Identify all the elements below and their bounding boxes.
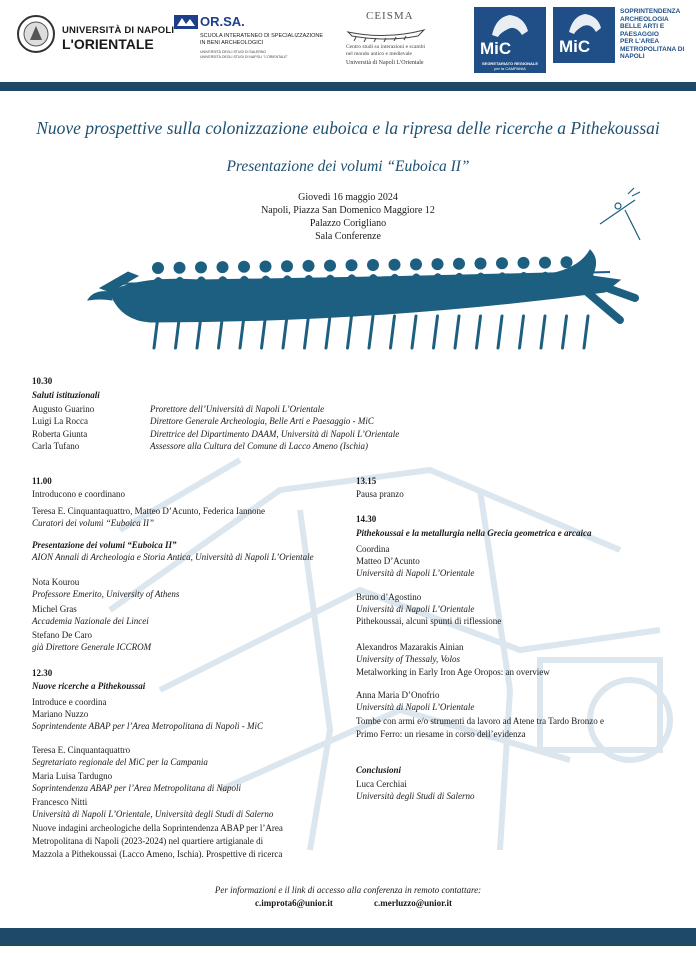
s4-time: 13.15 — [356, 476, 377, 486]
mic1-caption2: per la CAMPANIA — [494, 66, 526, 71]
greek-warship-illustration — [80, 180, 660, 360]
rower-head — [432, 258, 444, 270]
s1-name-2: Roberta Giunta — [32, 429, 88, 439]
s2-speaker-1: Michel Gras — [32, 604, 77, 614]
oar — [520, 316, 524, 348]
sopr-line: SOPRINTENDENZA — [620, 8, 681, 15]
ceisma-name: CEISMA — [366, 10, 414, 22]
oar — [369, 316, 373, 348]
s3-coord-role: Soprintendente ABAP per l’Area Metropolitana di Napoli - MiC — [32, 721, 263, 731]
rower-head — [539, 257, 551, 269]
s3-talk-line: Nuove indagini archeologiche della Soprintendenza ABAP per l’Area — [32, 823, 283, 833]
orientale-line1: UNIVERSITÀ DI NAPOLI — [62, 25, 175, 36]
s5-coord-role: Università di Napoli L’Orientale — [356, 568, 475, 578]
s5-coord: Matteo D’Acunto — [356, 556, 420, 566]
sopr-line: PER L'AREA — [620, 38, 660, 45]
s5-talk1-name: Alexandros Mazarakis Ainian — [356, 642, 464, 652]
s5-talk2-title-line: Primo Ferro: un riesame in corso dell’evidenza — [356, 729, 526, 739]
s3-speaker-1: Maria Luisa Tardugno — [32, 771, 113, 781]
event-address: Napoli, Piazza San Domenico Maggiore 12 — [261, 205, 435, 216]
s5-talk0-name: Bruno d’Agostino — [356, 592, 422, 602]
sopr-line: ARCHEOLOGIA — [620, 15, 669, 23]
rower-head — [389, 259, 401, 271]
oar — [498, 316, 502, 348]
subtitle: Presentazione dei volumi “Euboica II” — [226, 158, 470, 175]
oar — [541, 316, 545, 348]
s2-intro: Introducono e coordinano — [32, 489, 125, 499]
s3-coord: Mariano Nuzzo — [32, 709, 89, 719]
ceisma-line1: Centro studi su interazioni e scambi — [346, 44, 425, 50]
s6-name: Luca Cerchiai — [356, 779, 407, 789]
s5-talk1-title: Metalworking in Early Iron Age Oropos: an overview — [356, 667, 550, 677]
rower-head — [260, 261, 272, 273]
mic2-mark: MiC — [559, 37, 591, 56]
oar — [283, 316, 287, 348]
s5-title: Pithekoussai e la metallurgia nella Grecia geometrica e arcaica — [356, 528, 592, 538]
s1-role-3: Assessore alla Cultura del Comune di Lacco Ameno (Ischia) — [150, 441, 368, 451]
s1-name-0: Augusto Guarino — [32, 404, 95, 414]
oar — [262, 316, 266, 348]
rower-head — [561, 256, 573, 268]
footer-info: Per informazioni e il link di accesso alla conferenza in remoto contattare: — [214, 885, 482, 895]
s3-title: Nuove ricerche a Pithekoussai — [32, 681, 146, 691]
orsa-line4: UNIVERSITÀ DEGLI STUDI DI NAPOLI "L'ORIENTALE" — [200, 55, 288, 59]
rower-head — [217, 261, 229, 273]
s2-speaker-role-0: Professore Emerito, University of Athens — [32, 589, 180, 599]
s5-talk1-role: University of Thessaly, Volos — [356, 654, 460, 664]
s1-role-2: Direttrice del Dipartimento DAAM, Università di Napoli L’Orientale — [150, 429, 400, 439]
event-date: Giovedì 16 maggio 2024 — [298, 192, 398, 203]
s2-coord: Teresa E. Cinquantaquattro, Matteo D’Acunto, Federica Iannone — [32, 506, 266, 516]
orientale-line2: L'ORIENTALE — [62, 36, 154, 52]
s1-time: 10.30 — [32, 376, 53, 386]
s2-speaker-role-1: Accademia Nazionale dei Lincei — [32, 616, 149, 626]
s1-role-0: Prorettore dell’Università di Napoli L’Orientale — [150, 404, 325, 414]
s2-pres-title: Presentazione dei volumi “Euboica II” — [32, 540, 177, 550]
oar — [391, 316, 395, 348]
s5-talk2-name: Anna Maria D’Onofrio — [356, 690, 440, 700]
rower-head — [453, 258, 465, 270]
mic-horse-icon — [488, 11, 532, 39]
orsa-line3: UNIVERSITÀ DEGLI STUDI DI SALERNO — [200, 50, 267, 54]
rower-head — [195, 261, 207, 273]
email-link-merluzzo[interactable]: c.merluzzo@unior.it — [374, 898, 453, 908]
rower-head — [367, 259, 379, 271]
rower-head — [518, 257, 530, 269]
s2-coord-role: Curatori dei volumi “Euboica II” — [32, 518, 154, 528]
oar — [348, 316, 352, 348]
s6-title: Conclusioni — [356, 765, 402, 775]
rower-head — [410, 258, 422, 270]
orsa-line1: SCUOLA INTERATENEO DI SPECIALIZZAZIONE — [200, 33, 324, 39]
s4-title: Pausa pranzo — [356, 489, 404, 499]
mic-soprintendenza-logo — [553, 7, 615, 63]
mic1-caption1: SEGRETARIATO REGIONALE — [481, 61, 538, 66]
rower-head — [475, 258, 487, 270]
s6-role: Università degli Studi di Salerno — [356, 791, 475, 801]
s3-speaker-2: Francesco Nitti — [32, 797, 88, 807]
sopr-line: NAPOLI — [620, 53, 645, 60]
s2-speaker-role-2: già Direttore Generale ICCROM — [32, 642, 152, 652]
orientale-logo — [16, 12, 176, 62]
oar — [305, 316, 309, 348]
sopr-line: METROPOLITANA DI — [620, 45, 685, 53]
soprintendenza-text — [620, 8, 684, 61]
ceisma-line3: Università di Napoli L'Orientale — [346, 60, 424, 66]
rower-head — [303, 260, 315, 272]
s2-speaker-2: Stefano De Caro — [32, 630, 92, 640]
s5-time: 14.30 — [356, 514, 377, 524]
logo-bar — [0, 0, 696, 78]
sopr-line: BELLE ARTI E — [620, 23, 665, 30]
s5-talk0-title: Pithekoussai, alcuni spunti di riflessione — [356, 616, 502, 626]
s5-coord-label: Coordina — [356, 544, 390, 554]
s3-speaker-role-2: Università di Napoli L’Orientale, Università degli Studi di Salerno — [32, 809, 274, 819]
ceisma-ship-icon — [346, 24, 426, 42]
oar — [563, 316, 567, 348]
ceisma-logo — [340, 8, 460, 70]
s2-pres-sub: AION Annali di Archeologia e Storia Antica, Università di Napoli L’Orientale — [32, 552, 314, 562]
sopr-line: PAESAGGIO — [620, 30, 659, 38]
s1-name-3: Carla Tufano — [32, 441, 80, 451]
s2-time: 11.00 — [32, 476, 52, 486]
s3-speaker-role-1: Soprintendenza ABAP per l’Area Metropolitana di Napoli — [32, 783, 241, 793]
rower-head — [281, 260, 293, 272]
ceisma-line2: nel mondo antico e medievale — [346, 51, 412, 57]
rower-head — [238, 261, 250, 273]
oar — [434, 316, 438, 348]
s5-talk0-role: Università di Napoli L’Orientale — [356, 604, 475, 614]
orsa-name: OR.SA. — [200, 14, 245, 29]
orsa-line2: IN BENI ARCHEOLOGICI — [200, 40, 264, 46]
s1-name-1: Luigi La Rocca — [32, 416, 88, 426]
oar — [412, 316, 416, 348]
event-room: Sala Conferenze — [315, 231, 381, 242]
s5-talk2-role: Università di Napoli L’Orientale — [356, 702, 475, 712]
bottom-band — [0, 928, 696, 946]
s3-talk-line: Mazzola a Pithekoussai (Lacco Ameno, Ischia). Prospettive di ricerca — [32, 849, 283, 859]
event-building: Palazzo Corigliano — [309, 218, 387, 229]
rower-head — [582, 256, 594, 268]
s1-role-1: Direttore Generale Archeologia, Belle Arti e Paesaggio - MiC — [150, 416, 374, 426]
rower-head — [496, 257, 508, 269]
s3-time: 12.30 — [32, 668, 53, 678]
orsa-logo — [174, 14, 324, 64]
mic1-mark: MiC — [480, 39, 512, 58]
s3-intro: Introduce e coordina — [32, 697, 107, 707]
mic-segretariato-logo — [474, 7, 546, 73]
email-link-improta[interactable]: c.improta6@unior.it — [255, 898, 333, 908]
mic-horse-icon — [565, 10, 605, 36]
oar — [584, 316, 588, 348]
top-band — [0, 82, 696, 91]
rower-head — [324, 260, 336, 272]
orsa-mark-icon — [174, 15, 198, 29]
s3-speaker-role-0: Segretariato regionale del MiC per la Campania — [32, 757, 208, 767]
s2-speaker-0: Nota Kourou — [32, 577, 80, 587]
main-title: Nuove prospettive sulla colonizzazione euboica e la ripresa delle ricerche a Pithekoussai — [36, 118, 660, 138]
s3-talk-line: Metropolitana di Napoli (2023-2024) nel quartiere artigianale di — [32, 836, 264, 846]
oar — [477, 316, 481, 348]
rower-head — [152, 262, 164, 274]
rower-head — [174, 262, 186, 274]
s5-talk2-title-line: Tombe con armi e/o strumenti da lavoro ad Atene tra Tardo Bronzo e — [356, 716, 604, 726]
rower-head — [346, 259, 358, 271]
orientale-seal-icon — [16, 14, 56, 54]
oar — [455, 316, 459, 348]
s3-speaker-0: Teresa E. Cinquantaquattro — [32, 745, 131, 755]
oar — [326, 316, 330, 348]
s1-title: Saluti istituzionali — [32, 390, 100, 400]
